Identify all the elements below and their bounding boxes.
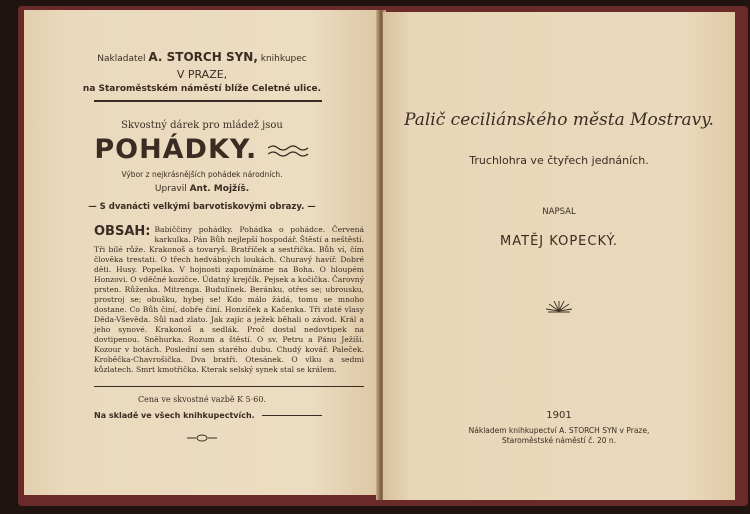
book-title-text: POHÁDKY. [94, 134, 258, 165]
publisher-line [24, 50, 380, 64]
dash-left: — [88, 202, 100, 212]
book-subtitle: Výbor z nejkrásnějších pohádek národních. [121, 170, 283, 179]
editor-label: Upravil [154, 184, 187, 194]
play-genre: Truchlohra ve čtyřech jednáních. [469, 154, 649, 167]
bottom-ornament [24, 427, 380, 446]
editor-name: Ant. Mojžíš. [189, 184, 250, 194]
gift-line: Skvostný dárek pro mládež jsou [121, 120, 283, 131]
center-ornament [383, 300, 735, 319]
editor-line [24, 184, 380, 194]
stock-line [94, 411, 322, 420]
left-page [24, 10, 380, 495]
sunburst-ornament-icon [544, 301, 574, 315]
imprint-line-1: Nákladem knihkupectví A. STORCH SYN v Praze, [468, 426, 650, 435]
imprint [383, 426, 735, 446]
ornament-icon [268, 144, 310, 158]
author-name: MATĚJ KOPECKÝ. [500, 234, 618, 249]
contents-label: OBSAH: [94, 224, 151, 239]
ornament-icon [187, 434, 217, 442]
play-title: Palič ceciliánského města Mostravy. [404, 110, 714, 130]
publisher-suffix: knihkupec [260, 54, 307, 64]
publication-year: 1901 [546, 410, 572, 421]
author-label: NAPSAL [542, 207, 576, 217]
contents-block [94, 225, 364, 375]
price-line: Cena ve skvostné vazbě K 5·60. [138, 395, 266, 404]
dash-right: — [304, 202, 316, 212]
illustrations-text: S dvanácti velkými barvotiskovými obrazy. [99, 202, 305, 212]
divider [262, 415, 322, 416]
right-page [383, 12, 735, 500]
imprint-line-2: Staroměstské náměstí č. 20 n. [501, 436, 617, 445]
publisher-prefix: Nakladatel [97, 54, 146, 64]
illustrations-line [24, 202, 380, 212]
publisher-name: A. STORCH SYN, [148, 50, 258, 64]
publisher-address: na Staroměstském náměstí blíže Celetné ulice. [82, 84, 322, 94]
publisher-city: V PRAZE, [176, 68, 228, 81]
divider [94, 386, 364, 387]
contents-text: Babiččiny pohádky. Pohádka o pohádce. Červená karkulka. Pán Bůh nejlepší hospodář. Štěstí a neštěstí. Tři bílé růže. Krakonoš a tovaryš. Bratříček a sestřička. Bůh ví, čím člověka trestati. O třech hedvábných loukách. Churavý havíř. Dobré děti. Husy. Popelka. V hojnosti zapomínáme na Boha. O hloupém Honzovi. O vděčné kozičce. Údatný krejčík. Pejsek a kočička. Čarovný prsten. Růženka. Mitrenga. Budulínek. Beránku, otřes se; ubrousku, prostroj se; obušku, hybej se! Kdo málo žádá, tomu se mnoho dostane. Co Bůh činí, dobře činí. Honzíček a Kačenka. Tři zlaté vlasy Děda-Vševěda. Sůl nad zlato. Jak zajíc a ježek běhali o závod. Král a jeho synové. Krakonoš a sedlák. Proč dostal nedovtipek na dovtipenou. Sněhurka. Rozum a štěstí. O sv. Petru a Pánu Ježíši. Kozour v botách. Poslední sen starého dubu. Chudý kovář. Paleček. Kroběčka-Chavrošička. Dva bratři. Otesánek. O vlku a sedmi kůzlatech. Smrt kmotřička. Kterak selský synek stal se králem. [94, 225, 364, 374]
stock-text: Na skladě ve všech knihkupectvích. [94, 411, 255, 420]
book-title [24, 134, 380, 165]
divider [94, 100, 322, 102]
